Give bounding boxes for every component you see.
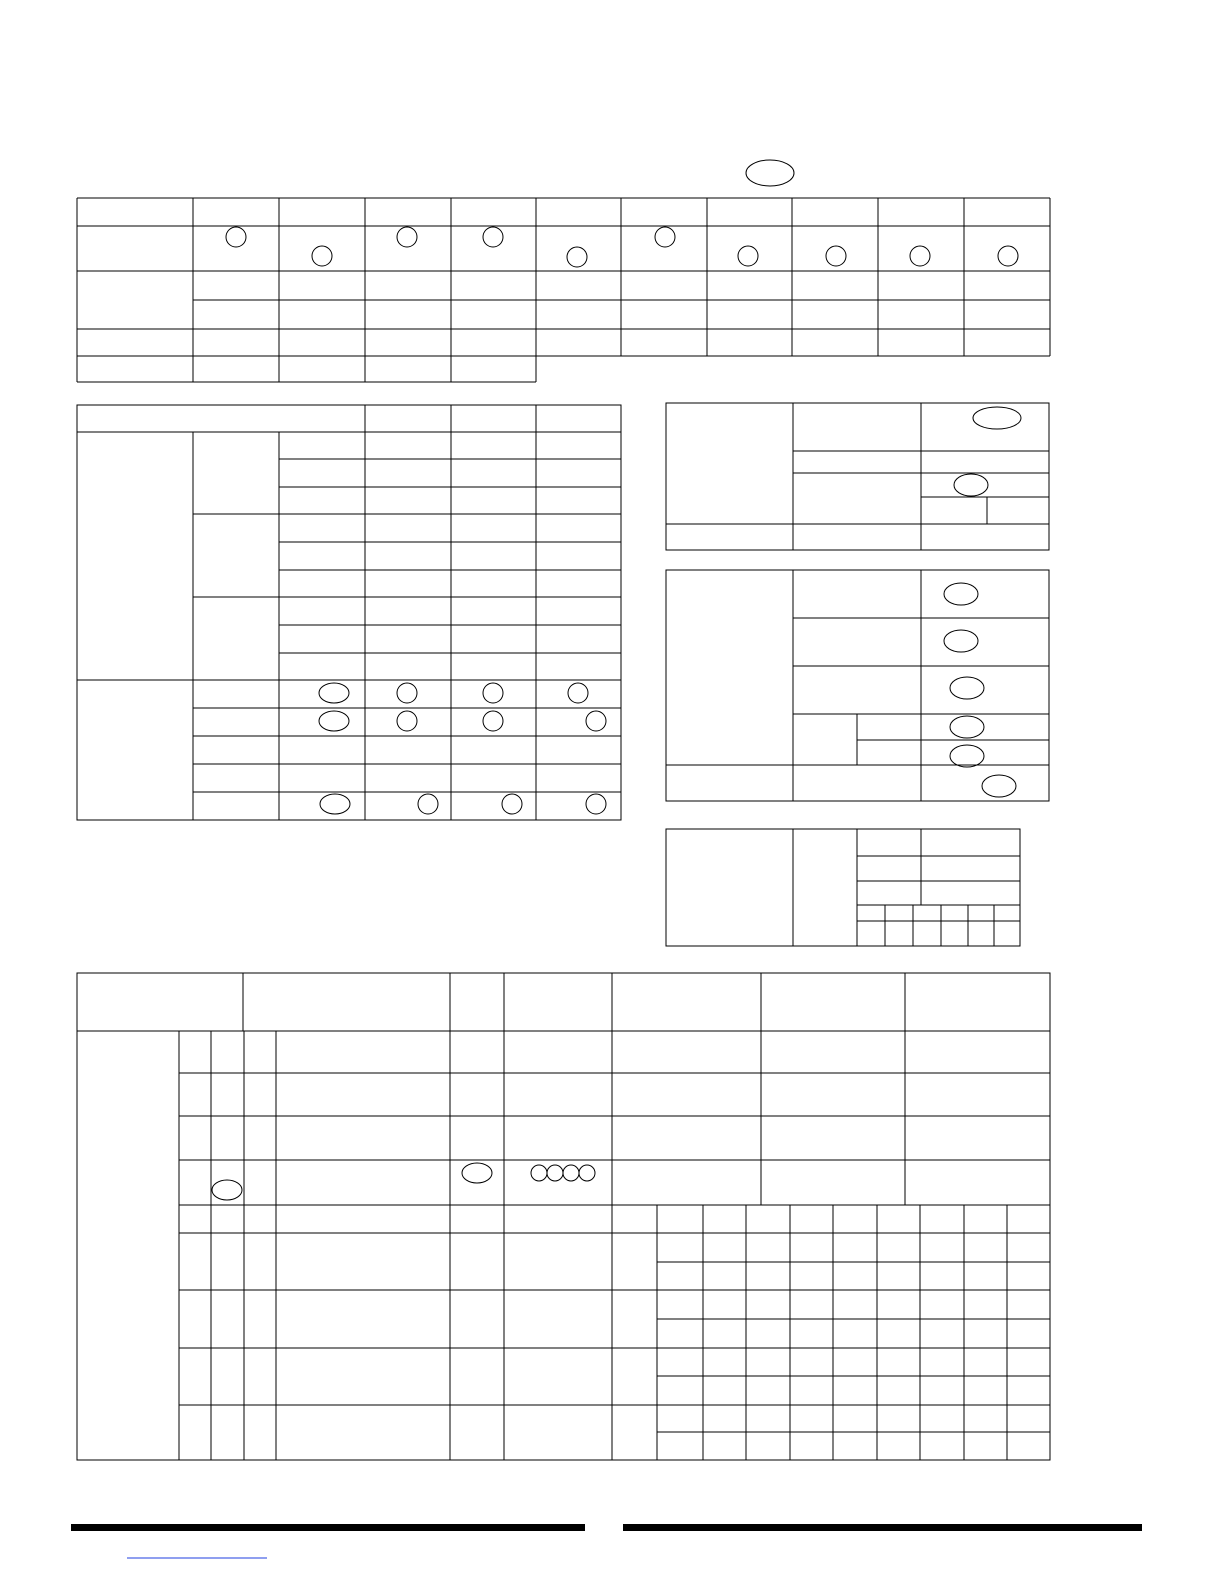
footer-rule-left bbox=[71, 1524, 585, 1531]
footer-rule-right bbox=[623, 1524, 1142, 1531]
